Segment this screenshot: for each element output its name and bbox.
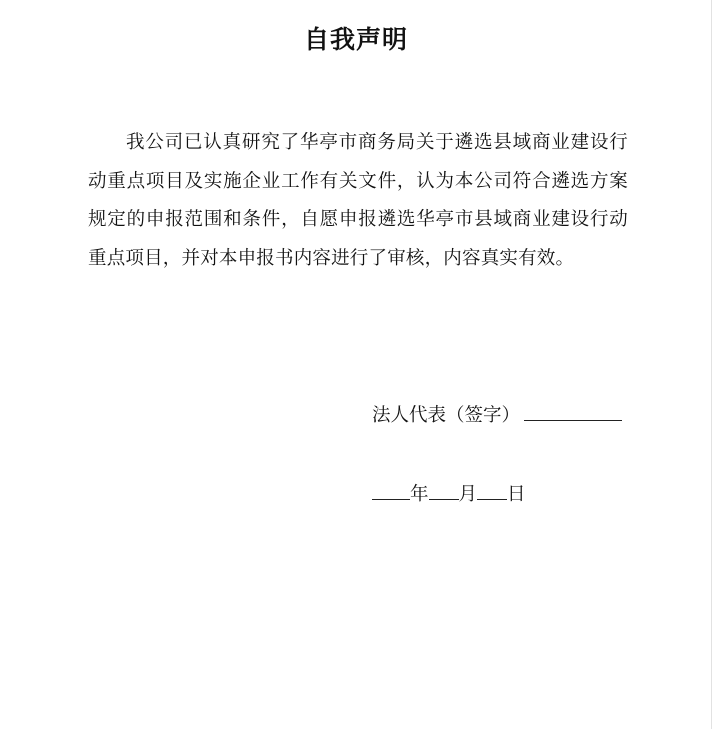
declaration-body: 我公司已认真研究了华亭市商务局关于遴选县域商业建设行动重点项目及实施企业工作有关文件，认为本公司符合遴选方案规定的申报范围和条件，自愿申报遴选华亭市县域商业建设行动重点项目，并对本申报书内容进行了审核，内容真实有效。 — [88, 132, 628, 269]
day-label: 日 — [507, 484, 526, 505]
day-blank — [477, 477, 507, 500]
signature-label: 法人代表（签字） — [372, 405, 521, 426]
signature-blank — [524, 398, 622, 421]
year-blank — [372, 477, 410, 500]
signature-row — [372, 398, 622, 431]
month-blank — [429, 477, 459, 500]
month-label: 月 — [458, 484, 478, 505]
date-row — [372, 477, 526, 510]
year-label: 年 — [410, 484, 429, 505]
document-title: 自我声明 — [303, 25, 408, 54]
